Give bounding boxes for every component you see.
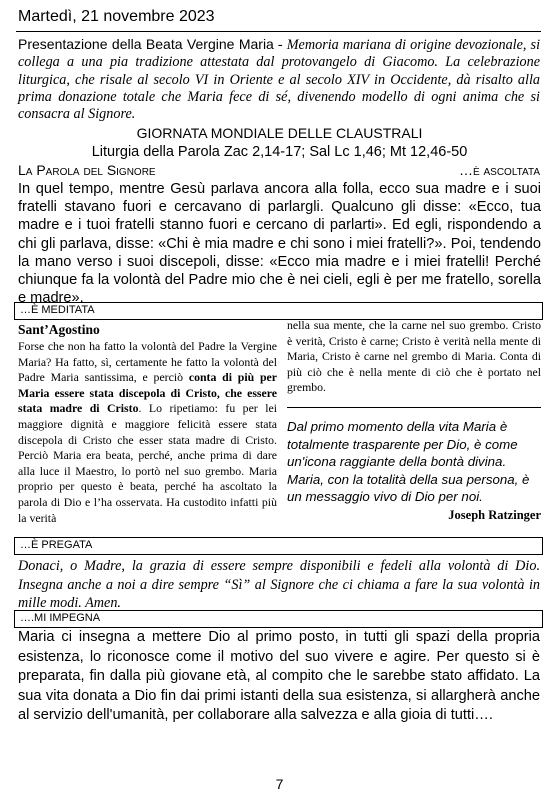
meditation-text-continued: nella sua mente, che la carne nel suo grembo. Cristo è verità, Cristo è carne; Cristo è verità nella mente di Maria, Cristo è carne nel grembo di Maria. Conta di più ciò che è nella mente di ciò che è portato nel grembo. <box>287 318 541 395</box>
quote-author: Joseph Ratzinger <box>448 507 541 522</box>
meditation-left-column <box>18 322 277 526</box>
meditation-text-bold: conta di più per Maria essere stata discepola di Cristo, che essere stata madre di Cristo <box>18 370 278 416</box>
feast-separator: - <box>273 37 287 53</box>
meditation-author: Sant’Agostino <box>18 322 100 337</box>
liturgy-references: Liturgia della Parola Zac 2,14-17; Sal Lc 1,46; Mt 12,46-50 <box>91 144 468 160</box>
impegna-label: ….MI IMPEGNA <box>20 612 101 624</box>
prayer-text: Donaci, o Madre, la grazia di essere sempre disponibili e fedeli alla volontà di Dio. Insegna anche a noi a dire sempre “Sì” al Signore che ci chiama a fare la sua volontà in mille modi. Amen. <box>18 558 540 612</box>
meditation-text-part-1: Forse che non ha fatto la volontà del Padre la Vergine Maria? Ha fatto, sì, certamente he fatto la volontà del Padre Maria santissima, e perciò <box>18 339 277 385</box>
meditata-label: …È MEDITATA <box>20 304 95 316</box>
feast-title: Presentazione della Beata Vergine Maria <box>18 36 274 52</box>
page-number: 7 <box>275 776 284 792</box>
meditation-right-column <box>287 318 541 523</box>
day-title: GIORNATA MONDIALE DELLE CLAUSTRALI <box>136 125 423 141</box>
date-heading: Martedì, 21 novembre 2023 <box>18 8 215 25</box>
date-divider <box>16 31 541 32</box>
impegna-header-box <box>14 610 543 628</box>
feast-description: Memoria mariana di origine devozionale, si collega a una pia tradizione attestata dal protovangelo di Giacomo. La celebrazione liturgica, che risale al secolo VI in Oriente e al secolo XIV in Occidente, dà risalto alla prima donazione totale che Maria fece di sé, divenendo modello di ogni anima che si consacra al Signore. <box>18 37 541 123</box>
pregata-header-box <box>14 537 543 555</box>
quote-divider <box>287 407 541 408</box>
gospel-text: In quel tempo, mentre Gesù parlava ancora alla folla, ecco sua madre e i suoi fratelli stavano fuori e cercavano di parlargli. Qualcuno gli disse: «Ecco, tua madre e i tuoi fratelli stanno fuori e cercano di parlarti». Ed egli, rispondendo a chi gli parlava, disse: «Chi è mia madre e chi sono i miei fratelli?». Poi, tendendo la mano verso i suoi discepoli, disse: «Ecco mia madre e i miei fratelli! Perché chiunque fa la volontà del Padre mio che è nei cieli, egli è per me fratello, sorella e madre». <box>18 181 541 307</box>
pregata-label: …È PREGATA <box>20 539 93 551</box>
meditation-text-part-2: . Lo ripetiamo: fu per lei maggiore dignità e maggiore felicità essere stata discepola di Cristo che esser stata madre di Cristo. Perciò Maria era beata, perché, anche prima di dare alla luce il Maestro, lo portò nel suo grembo. Maria proprio per questo è beata, perché ha ascoltato la parola di Dio e l’ha osservata. Ha custodito infatti più la verità <box>18 401 277 525</box>
word-section-right-label: …è ascoltata <box>458 162 540 178</box>
meditation-text <box>18 339 277 526</box>
ratzinger-quote: Dal primo momento della vita Maria è totalmente trasparente per Dio, è come un'icona raggiante della bontà divina. Maria, con la totalità della sua persona, è un messaggio vivo di Dio per noi. <box>287 418 530 505</box>
feast-block <box>18 36 540 123</box>
commitment-text: Maria ci insegna a mettere Dio al primo posto, in tutti gli spazi della propria esistenza, lo riconosce come il motivo del suo vivere e agire. Per questo si è preparata, fin dalla più giovane età, al compito che le sarebbe stato affidato. La sua vita donata a Dio fin dai primi istanti della sua esistenza, si allargherà anche al servizio dell'umanità, per collaborare alla salvezza e alla gioia di tutti…. <box>18 629 540 724</box>
word-section-left-label: La Parola del Signore <box>18 162 156 178</box>
